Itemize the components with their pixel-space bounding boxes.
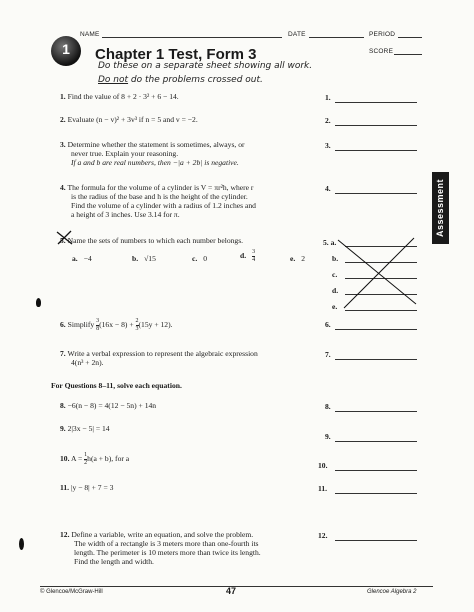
answer-line-9[interactable]: [335, 441, 417, 442]
question-1: 1. Find the value of 8 + 2 · 3² + 6 − 14.: [60, 92, 179, 101]
answer-line-4[interactable]: [335, 193, 417, 194]
answer-number-5d: d.: [332, 286, 339, 295]
date-label: DATE: [288, 31, 306, 38]
footer-book-title: Glencoe Algebra 2: [367, 589, 417, 595]
option-5d: d. $\frac{3}{4}$: [240, 249, 256, 263]
question-7: 7. Write a verbal expression to represent the algebraic expression 4(n³ + 2n).: [60, 349, 258, 367]
answer-line-6[interactable]: [335, 329, 417, 330]
option-5c: c. 0: [192, 254, 208, 263]
period-label: PERIOD: [369, 31, 396, 38]
page-title: Chapter 1 Test, Form 3: [95, 46, 257, 63]
answer-line-1[interactable]: [335, 102, 417, 103]
option-5b: b. √15: [132, 254, 156, 263]
answer-number-1: 1.: [325, 93, 331, 102]
answer-number-4: 4.: [325, 184, 331, 193]
answer-line-11[interactable]: [335, 493, 417, 494]
answer-number-5a: 5. a.: [323, 238, 337, 247]
answer-number-8: 8.: [325, 402, 331, 411]
answer-number-10: 10.: [318, 461, 328, 470]
footer-rule: [40, 586, 433, 587]
answer-number-6: 6.: [325, 320, 331, 329]
answer-number-3: 3.: [325, 141, 331, 150]
question-12: 12. Define a variable, write an equation, and solve the problem. The width of a rectangle is 3 meters more than one-fourth its length. The perimeter is 10 meters more than twice its length. Find the length and width.: [60, 530, 261, 566]
page-number: 47: [226, 586, 237, 596]
score-field[interactable]: [394, 54, 422, 55]
option-5e: e. 2: [290, 254, 306, 263]
name-label: NAME: [80, 31, 100, 38]
answer-number-5e: e.: [332, 302, 338, 311]
answer-line-10[interactable]: [335, 470, 417, 471]
question-10: 10. A = $\frac{1}{2}$ h(a + b), for a: [60, 452, 130, 466]
date-field[interactable]: [309, 37, 364, 38]
answer-line-3[interactable]: [335, 150, 417, 151]
answer-number-11: 11.: [318, 484, 328, 493]
question-4: 4. The formula for the volume of a cylinder is V = πr²h, where r is the radius of the base and h is the height of the cylinder. Find the volume of a cylinder with a radius of 1.2 inches and a height of 3 inches. Use 3.14 for π.: [60, 183, 256, 219]
answer-number-2: 2.: [325, 116, 331, 125]
answer-cross-out-icon: [330, 234, 422, 314]
answer-number-5c: c.: [332, 270, 338, 279]
question-6: 6. Simplify $\frac{3}{8}$ (16x − 8) + $\frac{2}{3}$ (15y + 12).: [60, 318, 173, 332]
handwritten-note-1: Do these on a separate sheet showing all work.: [98, 61, 313, 71]
score-label: SCORE: [369, 48, 394, 55]
handwritten-note-2: Do not do the problems crossed out.: [98, 75, 263, 85]
answer-number-7: 7.: [325, 350, 331, 359]
question-9: 9. 2|3x − 5| = 14: [60, 424, 110, 433]
question-3: 3. Determine whether the statement is sometimes, always, or never true. Explain your reasoning. If a and b are real numbers, then −|a + 2b| is negative.: [60, 140, 245, 167]
binder-hole-mark-1: [36, 298, 41, 307]
footer-copyright: © Glencoe/McGraw-Hill: [40, 589, 103, 595]
option-5a: a. −4: [72, 254, 92, 263]
answer-number-9: 9.: [325, 432, 331, 441]
section-heading: For Questions 8–11, solve each equation.: [51, 381, 182, 390]
answer-line-8[interactable]: [335, 411, 417, 412]
assessment-tab: Assessment: [432, 172, 449, 244]
cross-out-mark-icon: [55, 229, 75, 247]
name-field[interactable]: [102, 37, 282, 38]
answer-number-12: 12.: [318, 531, 328, 540]
answer-number-5b: b.: [332, 254, 339, 263]
answer-line-2[interactable]: [335, 125, 417, 126]
question-2: 2. Evaluate (n − v)² + 3v³ if n = 5 and v = −2.: [60, 115, 198, 124]
question-11: 11. |y − 8| + 7 = 3: [60, 483, 114, 492]
chapter-badge-number: 1: [62, 41, 70, 57]
period-field[interactable]: [398, 37, 422, 38]
answer-line-7[interactable]: [335, 359, 417, 360]
question-8: 8. −6(n − 8) = 4(12 − 5n) + 14n: [60, 401, 157, 410]
question-5: 5. Name the sets of numbers to which each number belongs.: [60, 236, 244, 245]
answer-line-12[interactable]: [335, 540, 417, 541]
binder-hole-mark-2: [19, 538, 24, 550]
